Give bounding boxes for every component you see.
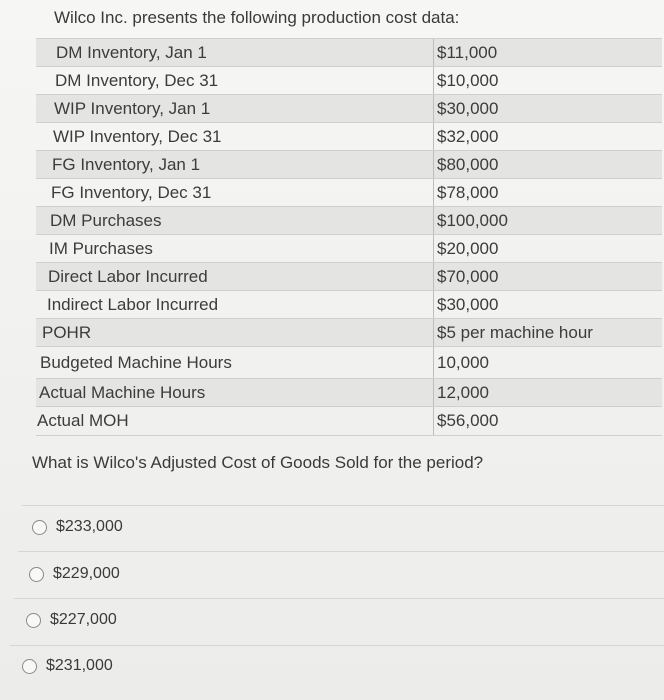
row-value: $30,000 [433, 95, 498, 123]
answer-option-2[interactable] [29, 565, 120, 583]
row-label: WIP Inventory, Dec 31 [53, 127, 222, 146]
divider [18, 551, 664, 552]
row-value: $100,000 [433, 207, 508, 235]
row-label: DM Inventory, Dec 31 [55, 71, 219, 90]
option-label: $229,000 [53, 565, 120, 582]
radio-button[interactable] [29, 567, 44, 582]
row-label: FG Inventory, Jan 1 [52, 155, 201, 174]
divider [14, 598, 664, 599]
row-value: $32,000 [433, 123, 498, 151]
divider [22, 505, 664, 506]
table-row [36, 378, 662, 407]
table-row [36, 318, 662, 347]
table-row [36, 122, 662, 151]
table-row [36, 178, 662, 207]
table-row [36, 150, 662, 179]
radio-button[interactable] [32, 520, 47, 535]
table-row [36, 38, 662, 67]
row-label: DM Purchases [50, 211, 162, 230]
option-label: $233,000 [56, 518, 123, 535]
row-value: $20,000 [433, 235, 498, 263]
row-label: Direct Labor Incurred [48, 267, 208, 286]
row-label: Actual Machine Hours [39, 383, 206, 402]
row-label: IM Purchases [49, 239, 153, 258]
radio-button[interactable] [26, 613, 41, 628]
row-value: $11,000 [433, 39, 497, 67]
table-row [36, 406, 662, 436]
cost-data-table [36, 38, 662, 434]
table-row [36, 206, 662, 235]
row-value: $10,000 [433, 67, 498, 95]
table-row [36, 346, 662, 379]
answer-option-1[interactable] [32, 518, 123, 536]
answer-option-3[interactable] [26, 611, 117, 629]
row-label: Actual MOH [37, 411, 129, 430]
row-value: $5 per machine hour [433, 319, 593, 347]
row-label: WIP Inventory, Jan 1 [54, 99, 211, 118]
table-row [36, 66, 662, 95]
table-row [36, 290, 662, 319]
radio-button[interactable] [22, 659, 37, 674]
row-label: POHR [42, 323, 92, 342]
row-value: 12,000 [433, 379, 489, 407]
option-label: $227,000 [50, 611, 117, 628]
option-label: $231,000 [46, 657, 113, 674]
table-row [36, 234, 662, 263]
intro-text: Wilco Inc. presents the following production cost data: [54, 8, 460, 27]
row-value: $78,000 [433, 179, 498, 207]
divider [10, 645, 664, 646]
question-text: What is Wilco's Adjusted Cost of Goods Sold for the period? [32, 453, 484, 472]
table-row [36, 262, 662, 291]
table-row [36, 94, 662, 123]
row-value: 10,000 [433, 347, 489, 379]
row-value: $80,000 [433, 151, 498, 179]
row-label: FG Inventory, Dec 31 [51, 183, 212, 202]
row-value: $70,000 [433, 263, 498, 291]
row-value: $56,000 [433, 407, 498, 435]
row-label: Budgeted Machine Hours [40, 353, 232, 372]
answer-option-4[interactable] [22, 657, 113, 675]
row-value: $30,000 [433, 291, 498, 319]
row-label: Indirect Labor Incurred [47, 295, 219, 314]
row-label: DM Inventory, Jan 1 [56, 43, 207, 62]
